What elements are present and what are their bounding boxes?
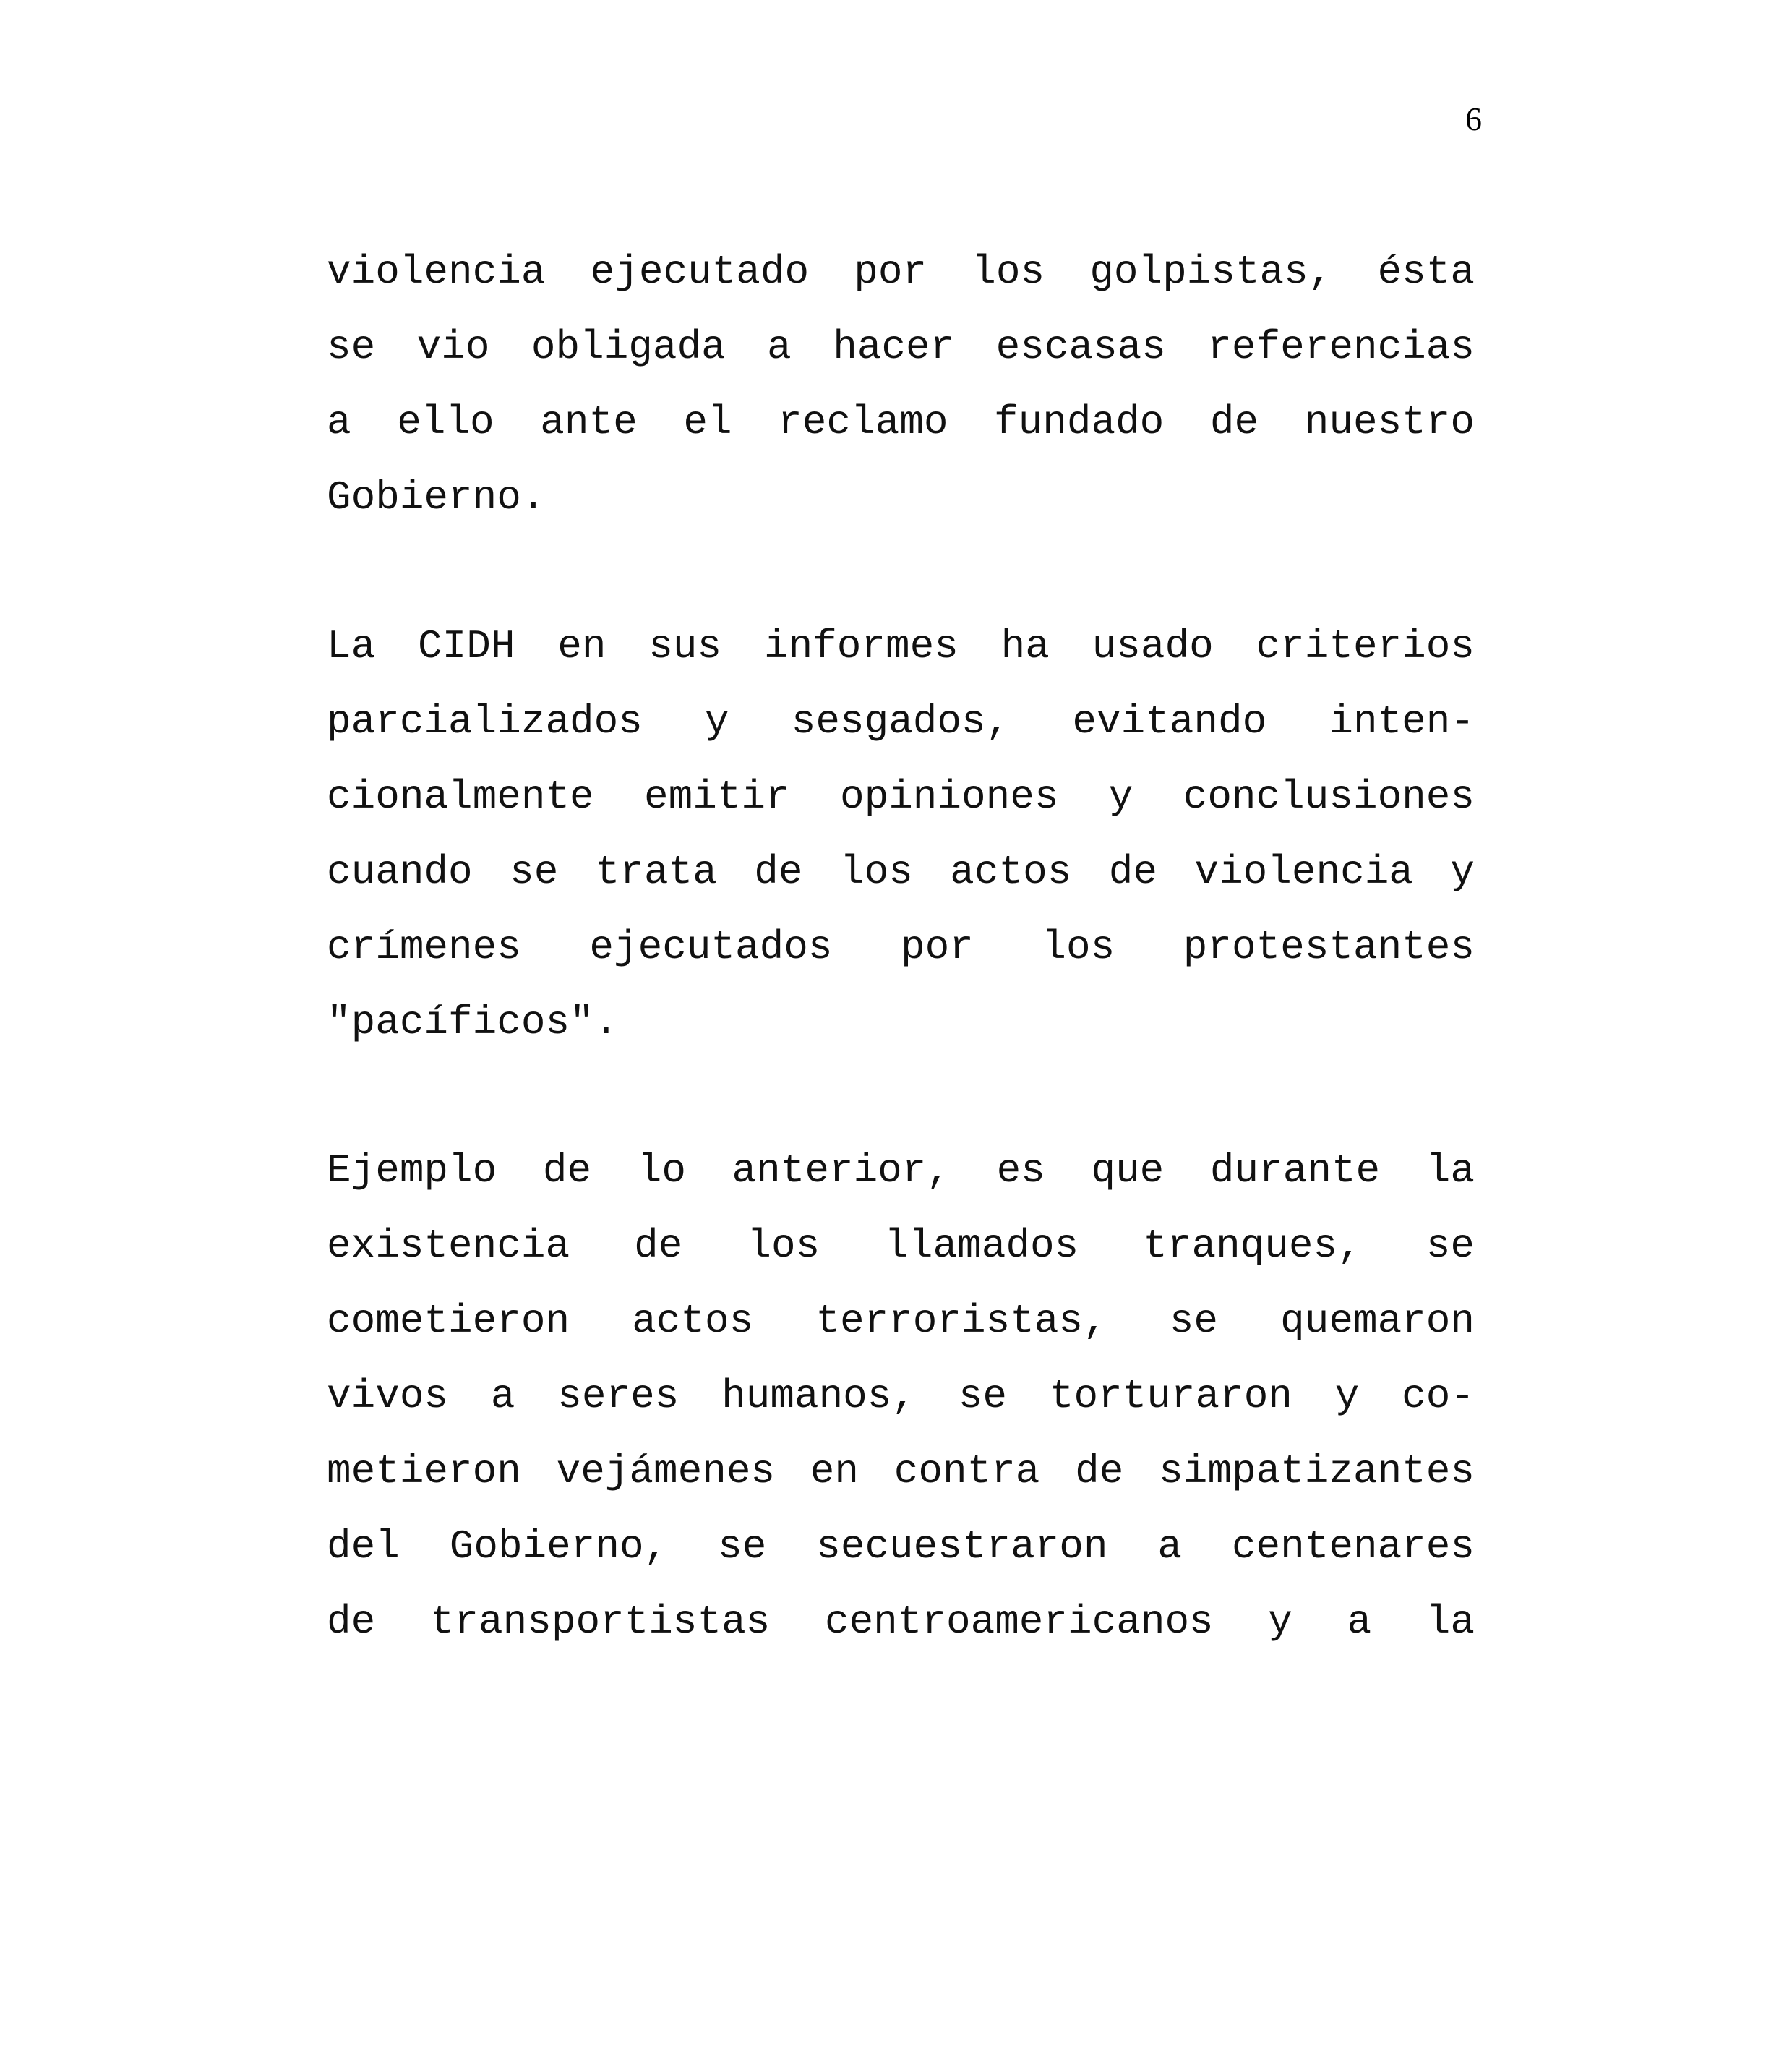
text-line: a ello ante el reclamo fundado de nuestro xyxy=(327,399,1475,445)
paragraph-2 xyxy=(327,609,1475,1060)
text-line: La CIDH en sus informes ha usado criterios xyxy=(327,623,1475,669)
text-line: existencia de los llamados tranques, se xyxy=(327,1223,1475,1269)
text-line: metieron vejámenes en contra de simpatizantes xyxy=(327,1448,1475,1494)
text-line: parcializados y sesgados, evitando inten- xyxy=(327,698,1475,745)
text-line: violencia ejecutado por los golpistas, ésta xyxy=(327,249,1475,295)
text-line: cometieron actos terroristas, se quemaron xyxy=(327,1298,1475,1344)
text-line: cuando se trata de los actos de violencia y xyxy=(327,849,1475,895)
text-line: de transportistas centroamericanos y a la xyxy=(327,1599,1475,1645)
text-line: vivos a seres humanos, se torturaron y co- xyxy=(327,1373,1475,1419)
paragraph-1 xyxy=(327,234,1475,535)
paragraph-3 xyxy=(327,1133,1475,1659)
text-line: del Gobierno, se secuestraron a centenares xyxy=(327,1523,1475,1570)
text-line: se vio obligada a hacer escasas referencias xyxy=(327,324,1475,370)
page-number: 6 xyxy=(1465,100,1482,137)
text-line: crímenes ejecutados por los protestantes xyxy=(327,924,1475,970)
text-line: Ejemplo de lo anterior, es que durante la xyxy=(327,1147,1475,1194)
text-line: cionalmente emitir opiniones y conclusiones xyxy=(327,774,1475,820)
text-line: "pacíficos". xyxy=(327,999,619,1045)
text-line: Gobierno. xyxy=(327,474,546,521)
